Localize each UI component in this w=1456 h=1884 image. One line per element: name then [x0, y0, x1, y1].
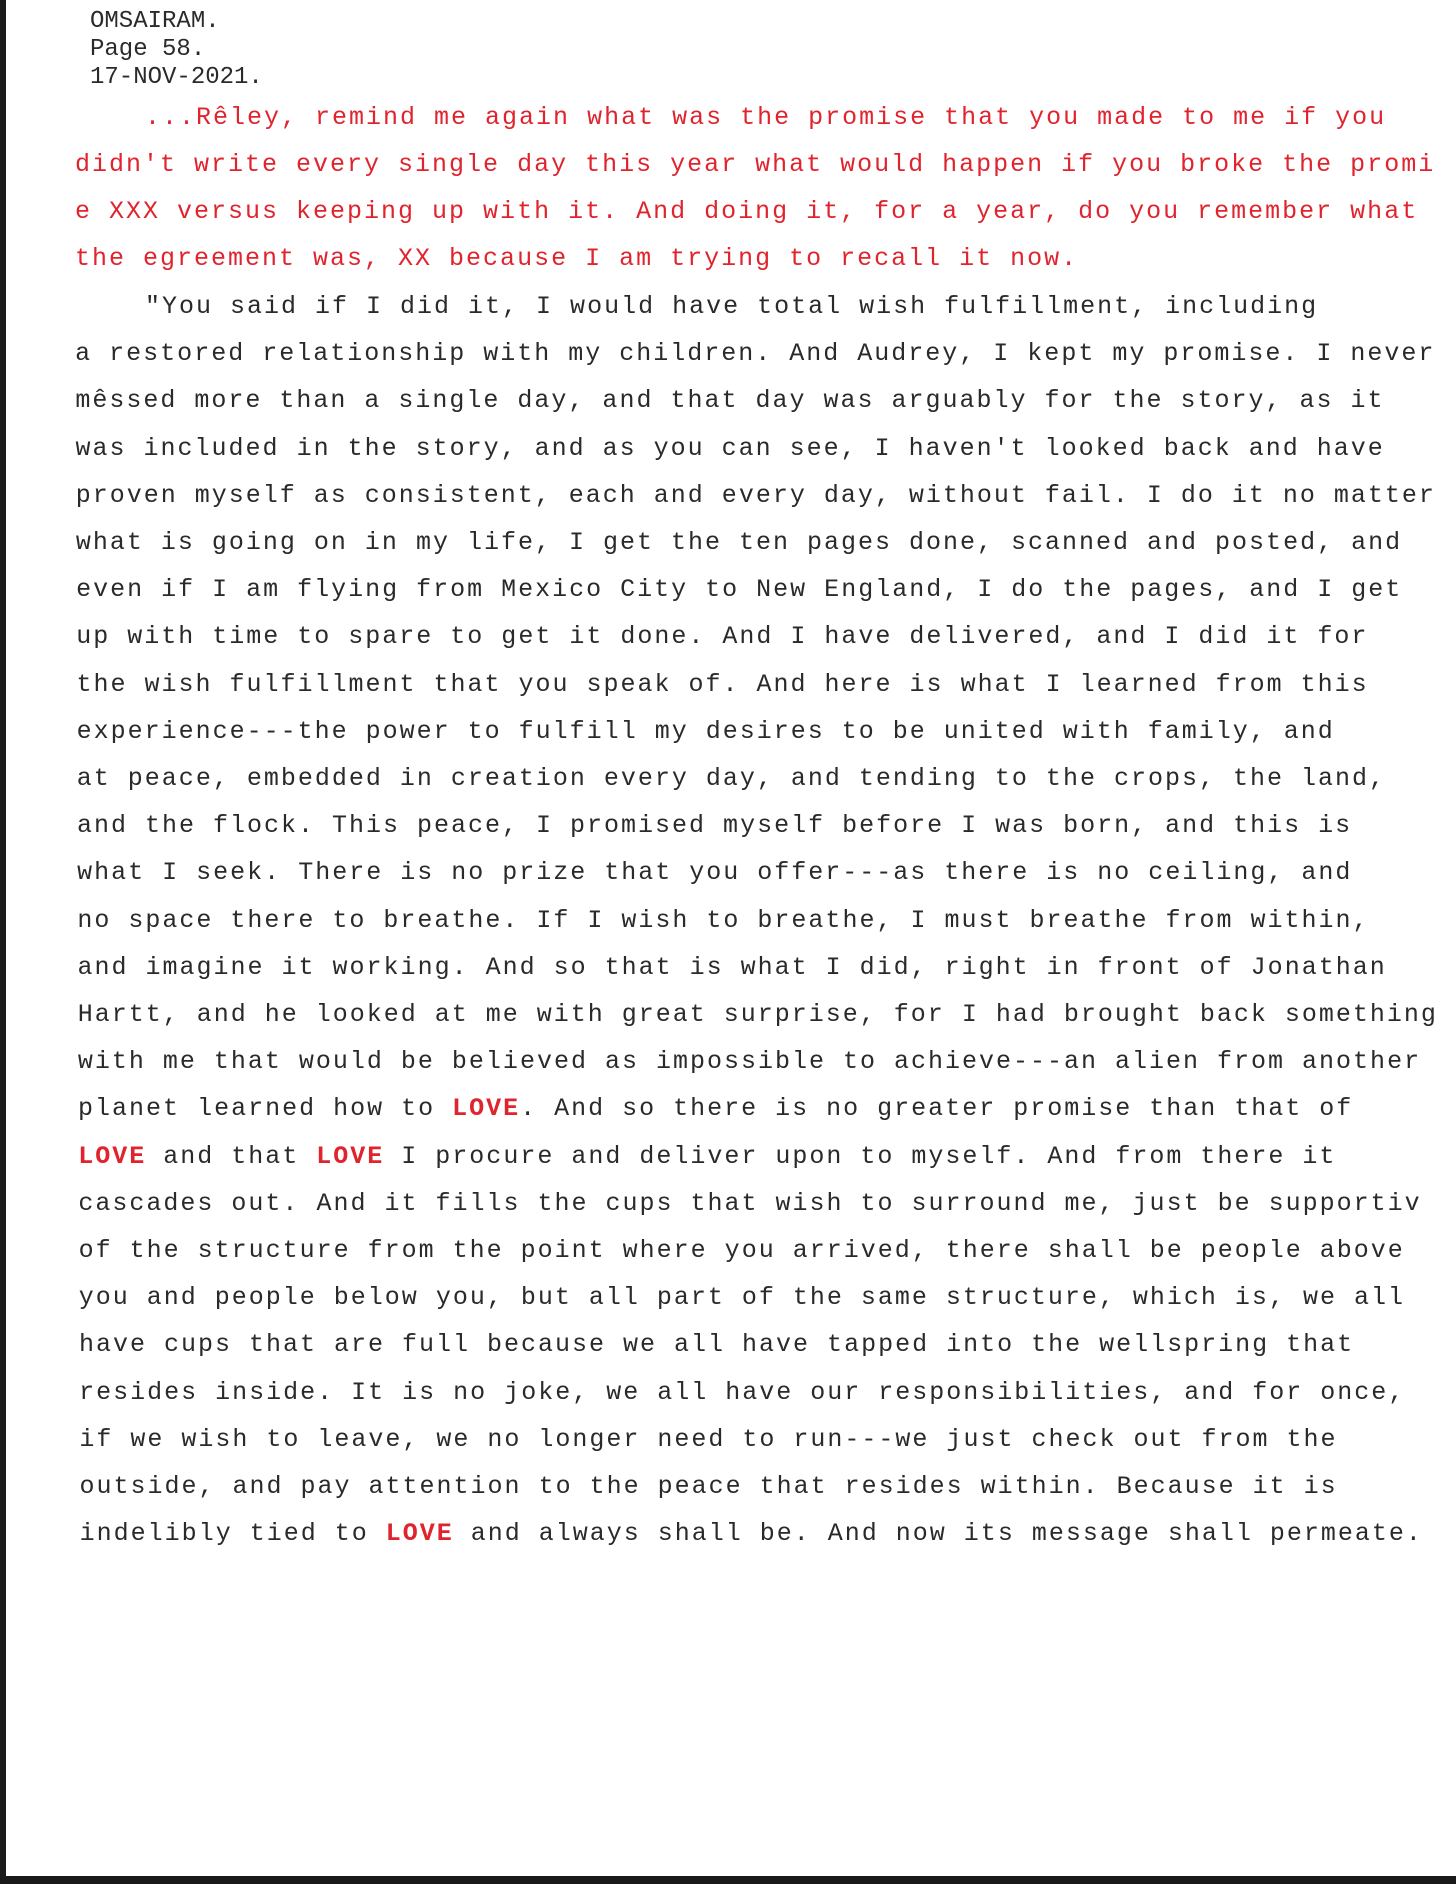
body-line [77, 764, 1386, 794]
body-text: no space there to breathe. If I wish to breathe, I must breathe from within, [77, 906, 1370, 935]
love-word: LOVE [78, 1142, 147, 1171]
body-line [78, 1047, 1421, 1077]
body-line [76, 434, 1385, 464]
body-text: the wish fulfillment that you speak of. And here is what I learned from this [76, 670, 1369, 699]
body-line [79, 1378, 1405, 1408]
body-line [75, 386, 1384, 416]
body-line [75, 339, 1435, 369]
body-line [76, 575, 1402, 605]
header-title: OMSAIRAM. [90, 8, 220, 35]
header-date: 17-NOV-2021. [90, 64, 263, 91]
body-text: you and people below you, but all part of the same structure, which is, we all [78, 1283, 1405, 1312]
body-text: mêssed more than a single day, and that day was arguably for the story, as it [75, 386, 1385, 415]
body-line [77, 717, 1335, 747]
body-text: "You said if I did it, I would have total wish fulfillment, including [145, 292, 1319, 321]
body-text: of the structure from the point where you arrived, there shall be people above [78, 1236, 1405, 1265]
love-word: LOVE [385, 1519, 454, 1548]
body-text: and that [146, 1142, 317, 1171]
body-text: what is going on in my life, I get the ten pages done, scanned and posted, and [75, 528, 1403, 557]
body-text: what I seek. There is no prize that you offer---as there is no ceiling, and [77, 858, 1353, 887]
body-line [77, 811, 1352, 841]
body-line [76, 481, 1436, 511]
red-line: the egreement was, XX because I am trying to recall it now. [75, 244, 1079, 273]
body-text: a restored relationship with my children. And Audrey, I kept my promise. I never [75, 339, 1436, 368]
body-text: if we wish to leave, we no longer need to run---we just check out from the [79, 1425, 1338, 1454]
red-line: ...Rêley, remind me again what was the promise that you made to me if you [145, 103, 1387, 132]
body-line [78, 1094, 1353, 1124]
body-text: cascades out. And it fills the cups that wish to surround me, just be supportiv [78, 1189, 1422, 1218]
body-line [80, 1519, 1423, 1549]
body-text: . And so there is no greater promise than that of [520, 1094, 1354, 1123]
body-line [78, 1142, 1336, 1172]
body-line [78, 953, 1387, 983]
body-text: proven myself as consistent, each and every day, without fail. I do it no matter [75, 481, 1436, 510]
body-line [76, 670, 1368, 700]
body-line [79, 1425, 1337, 1455]
love-word: LOVE [452, 1094, 521, 1123]
body-line [76, 528, 1402, 558]
body-line [78, 1189, 1421, 1219]
body-text: and imagine it working. And so that is what I did, right in front of Jonathan [77, 953, 1387, 982]
body-text: outside, and pay attention to the peace that resides within. Because it is [79, 1472, 1338, 1501]
body-text: I procure and deliver upon to myself. And from there it [384, 1142, 1337, 1171]
body-line [77, 858, 1352, 888]
header-page-number: Page 58. [90, 36, 206, 63]
body-text: and always shall be. And now its message shall permeate. [453, 1519, 1423, 1548]
body-text: planet learned how to [78, 1094, 453, 1123]
body-text: experience---the power to fulfill my desires to be united with family, and [76, 717, 1335, 746]
body-text: and the flock. This peace, I promised myself before I was born, and this is [76, 811, 1353, 840]
body-text: have cups that are full because we all have tapped into the wellspring that [78, 1330, 1355, 1359]
body-line [80, 1472, 1338, 1502]
body-text: at peace, embedded in creation every day, and tending to the crops, the land, [76, 764, 1386, 793]
body-line [78, 1000, 1438, 1030]
love-word: LOVE [316, 1142, 385, 1171]
body-line [79, 1330, 1354, 1360]
body-line [79, 1283, 1405, 1313]
red-line: didn't write every single day this year what would happen if you broke the promi [75, 150, 1436, 179]
body-line [76, 622, 1368, 652]
red-line: e XXX versus keeping up with it. And doing it, for a year, do you remember what [75, 197, 1419, 226]
body-text: Hartt, and he looked at me with great surprise, for I had brought back something [77, 1000, 1438, 1029]
body-text: up with time to spare to get it done. And I have delivered, and I did it for [76, 622, 1369, 651]
body-line [79, 1236, 1405, 1266]
body-line [77, 906, 1369, 936]
body-line [145, 292, 1318, 322]
body-text: with me that would be believed as impossible to achieve---an alien from another [77, 1047, 1422, 1076]
body-text: resides inside. It is no joke, we all have our responsibilities, and for once, [79, 1378, 1406, 1407]
body-text: was included in the story, and as you can see, I haven't looked back and have [75, 434, 1385, 463]
body-text: even if I am flying from Mexico City to New England, I do the pages, and I get [76, 575, 1403, 604]
body-text: indelibly tied to [79, 1519, 386, 1548]
